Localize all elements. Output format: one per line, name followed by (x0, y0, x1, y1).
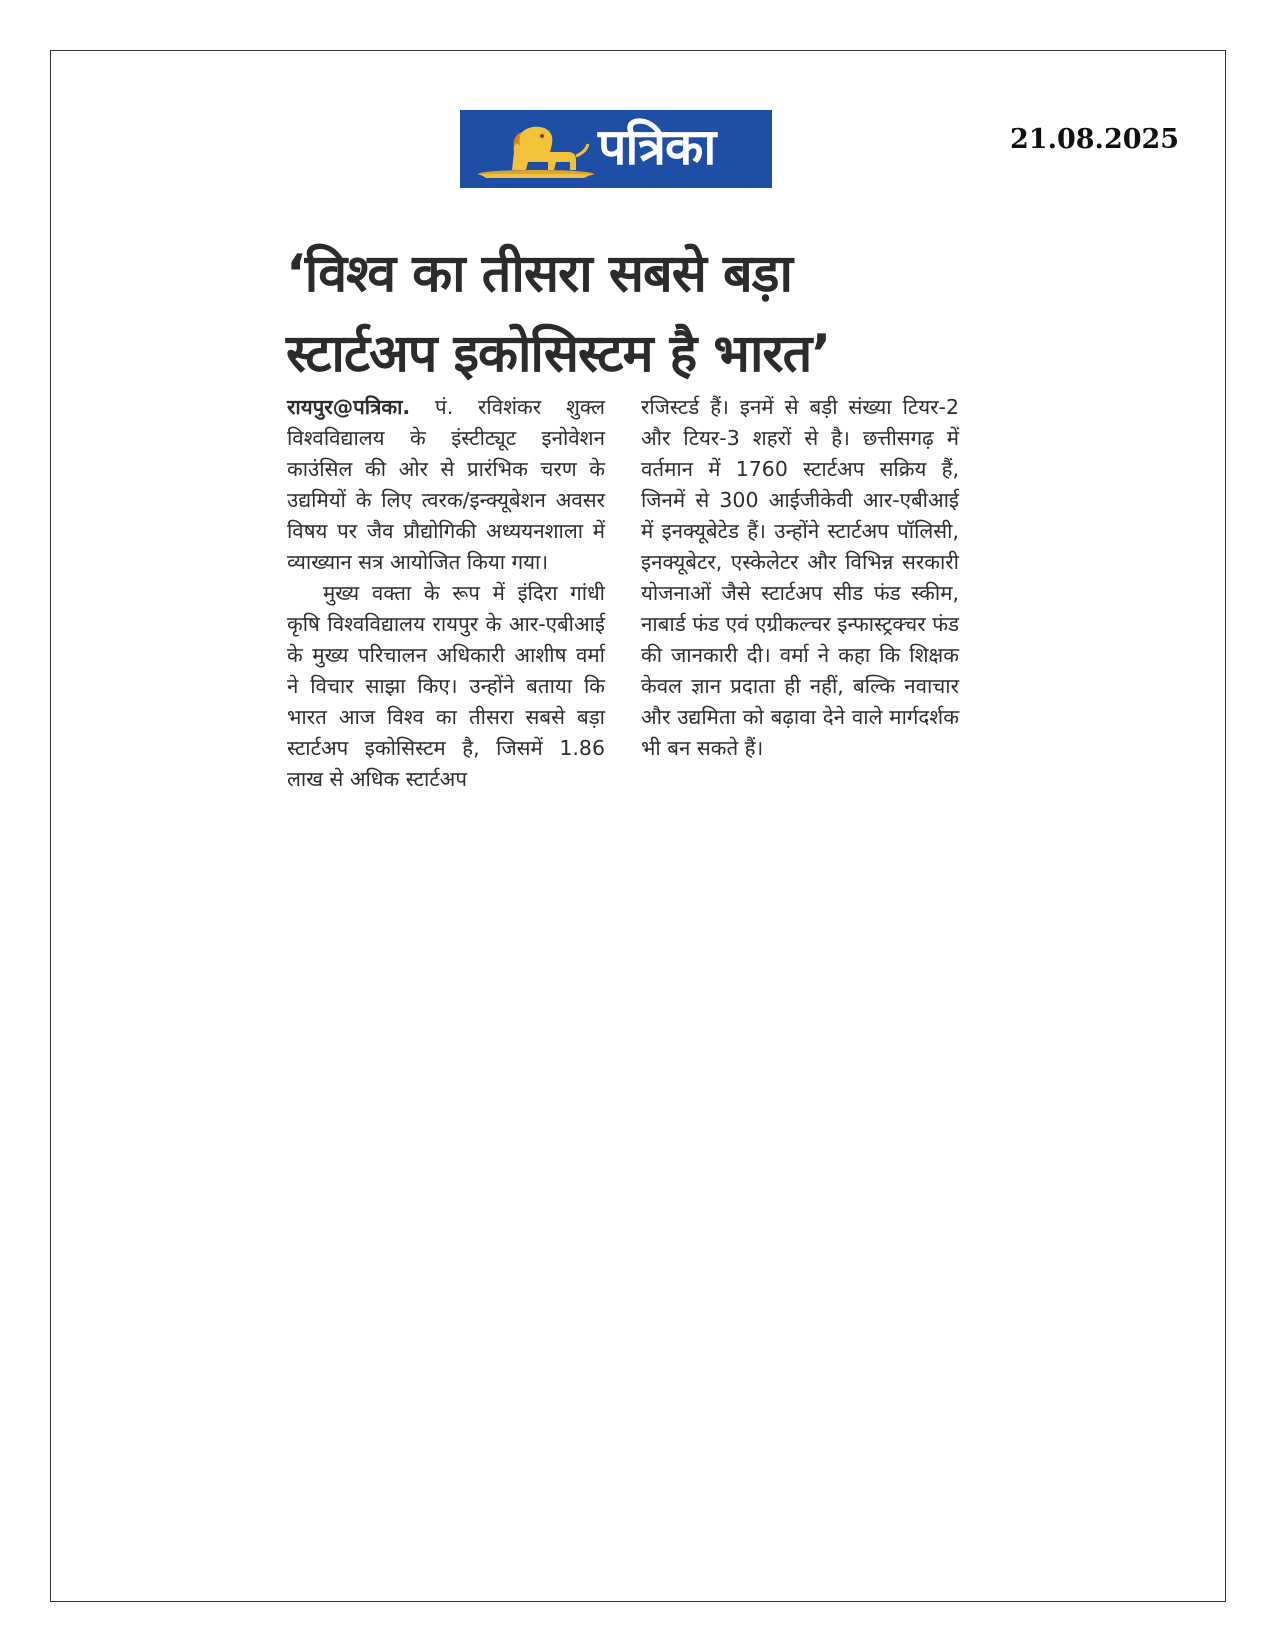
headline-line-2: स्टार्टअप इकोसिस्टम है भारत’ (286, 324, 831, 384)
paragraph-2: मुख्य वक्ता के रूप में इंदिरा गांधी कृषि विश्वविद्यालय रायपुर के आर-एबीआई के मुख्य परिचालन अधिकारी आशीष वर्मा ने विचार साझा किए। उन्होंने बताया कि भारत आज विश्व का तीसरा सबसे बड़ा स्टार्टअप इकोसिस्टम है, जिसमें 1.86 लाख से अधिक स्टार्टअप (287, 581, 605, 791)
paragraph-1-text: पं. रविशंकर शुक्ल विश्वविद्यालय के इंस्टीट्यूट इनोवेशन काउंसिल की ओर से प्रारंभिक चरण के उद्यमियों के लिए त्वरक/इन्क्यूबेशन अवसर विषय पर जैव प्रौद्योगिकी अध्ययनशाला में व्याख्यान सत्र आयोजित किया गया। (287, 395, 605, 574)
lion-emblem-icon (472, 118, 596, 182)
article-column-1 (287, 392, 605, 795)
paragraph-1 (287, 392, 605, 578)
article-column-2 (641, 392, 959, 764)
paragraph-3: रजिस्टर्ड हैं। इनमें से बड़ी संख्या टियर-2 और टियर-3 शहरों से है। छत्तीसगढ़ में वर्तमान में 1760 स्टार्टअप सक्रिय हैं, जिनमें से 300 आईजीकेवी आर-एबीआई में इनक्यूबेटेड हैं। उन्होंने स्टार्टअप पॉलिसी, इनक्यूबेटर, एस्केलेटर और विभिन्न सरकारी योजनाओं जैसे स्टार्टअप सीड फंड स्कीम, नाबार्ड फंड एवं एग्रीकल्चर इन्फास्ट्रक्चर फंड की जानकारी दी। वर्मा ने कहा कि शिक्षक केवल ज्ञान प्रदाता ही नहीं, बल्कि नवाचार और उद्यमिता को बढ़ावा देने वाले मार्गदर्शक भी बन सकते हैं। (641, 395, 959, 760)
article-headline (286, 234, 926, 394)
newspaper-name: पत्रिका (598, 118, 716, 176)
dateline: रायपुर@पत्रिका. (287, 395, 411, 419)
headline-line-1: ‘विश्व का तीसरा सबसे बड़ा (286, 244, 792, 304)
clipping-date: 21.08.2025 (1010, 124, 1180, 155)
newspaper-masthead (460, 110, 772, 188)
